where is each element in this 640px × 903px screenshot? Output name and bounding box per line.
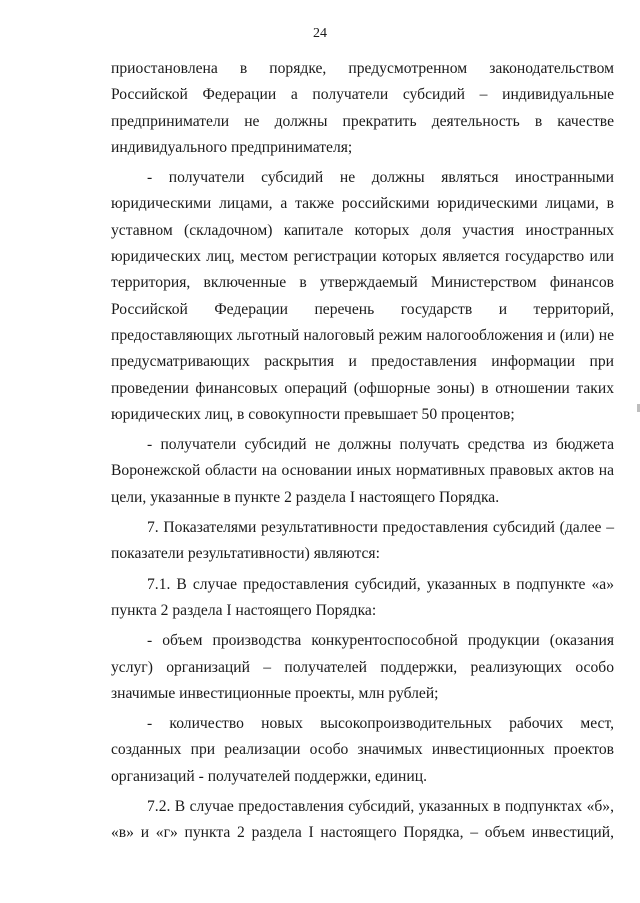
paragraph-production-volume: - объем производства конкурентоспособной продукции (оказания услуг) организаций – получателей поддержки, реализующих особо значимые инвестиционные проекты, млн рублей; bbox=[111, 632, 614, 702]
paragraph-section-7-1: 7.1. В случае предоставления субсидий, указанных в подпункте «а» пункта 2 раздела I настоящего Порядка: bbox=[111, 575, 614, 619]
paragraph-budget-funds: - получатели субсидий не должны получать средства из бюджета Воронежской области на основании иных нормативных правовых актов на цели, указанные в пункте 2 раздела I настоящего Порядка. bbox=[111, 436, 614, 506]
paragraph-section-7: 7. Показателями результативности предоставления субсидий (далее – показатели результативности) являются: bbox=[111, 519, 614, 563]
paragraph-new-jobs: - количество новых высокопроизводительных рабочих мест, созданных при реализации особо значимых инвестиционных проектов организаций - получателей поддержки, единиц. bbox=[111, 715, 614, 785]
paragraph-foreign-entities: - получатели субсидий не должны являться иностранными юридическими лицами, а также российскими юридическими лицами, в уставном (складочном) капитале которых доля участия иностранных юридических лиц, местом регистрации которых является государство или территория, включенные в утверждаемый Министерством финансов Российской Федерации перечень государств и территорий, предоставляющих льготный налоговый режим налогообложения и (или) не предусматривающих раскрытия и предоставления информации при проведении финансовых операций (офшорные зоны) в отношении таких юридических лиц, в совокупности превышает 50 процентов; bbox=[111, 169, 614, 423]
document-body bbox=[111, 56, 614, 851]
page-number: 24 bbox=[313, 26, 327, 41]
paragraph-section-7-2: 7.2. В случае предоставления субсидий, указанных в подпунктах «б», «в» и «г» пункта 2 раздела I настоящего Порядка, – объем инвестиций, bbox=[111, 798, 614, 842]
paragraph-suspension-clause: приостановлена в порядке, предусмотренном законодательством Российской Федерации а получатели субсидий – индивидуальные предприниматели не должны прекратить деятельность в качестве индивидуального предпринимателя; bbox=[111, 60, 614, 156]
